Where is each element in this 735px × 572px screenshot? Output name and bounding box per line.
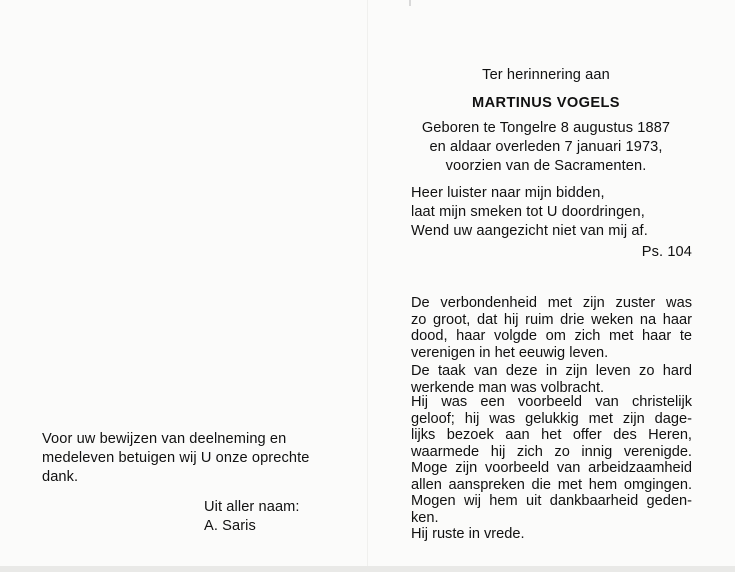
body-line: werkende man was volbracht.	[411, 379, 605, 396]
body-line: ken.	[411, 509, 439, 526]
psalm-reference: Ps. 104	[641, 244, 692, 260]
thanks-line-3: dank.	[42, 469, 79, 485]
body-line: Mogen wij hem uit dankbaarheid geden-	[411, 493, 692, 509]
body-line: Moge zijn voorbeeld van arbeidzaamheid	[411, 460, 692, 476]
signature-label: Uit aller naam:	[204, 499, 300, 515]
card-fold-line	[367, 0, 368, 572]
body-line: De verbondenheid met zijn zuster was	[411, 295, 692, 311]
body-line: Hij ruste in vrede.	[411, 526, 525, 542]
body-line: dood, haar volgde om zich met haar te	[411, 328, 692, 344]
prayer-line-3: Wend uw aangezicht niet van mij af.	[411, 223, 648, 239]
body-line: Hij was een voorbeeld van christelijk	[411, 394, 692, 410]
body-line: allen aanspreken die met hem omgingen.	[411, 476, 692, 493]
body-line: geloof; hij was gelukkig met zijn dage-	[411, 410, 692, 427]
birth-line: Geboren te Tongelre 8 augustus 1887	[421, 120, 671, 136]
prayer-line-2: laat mijn smeken tot U doordringen,	[411, 204, 645, 220]
intro-line: Ter herinnering aan	[482, 67, 610, 83]
print-mark	[409, 0, 411, 6]
sacraments-line: voorzien van de Sacramenten.	[445, 158, 647, 174]
body-line: waarmede hij zich zo innig verenigde.	[411, 443, 692, 460]
prayer-line-1: Heer luister naar mijn bidden,	[411, 185, 605, 201]
card-bottom-edge	[0, 566, 735, 572]
body-line: zo groot, dat hij ruim drie weken na haar	[411, 311, 692, 328]
thanks-line-2: medeleven betuigen wij U onze oprechte	[42, 450, 310, 466]
death-line: en aldaar overleden 7 januari 1973,	[429, 139, 663, 155]
thanks-line-1: Voor uw bewijzen van deelneming en	[42, 431, 287, 447]
body-line: lijks bezoek aan het offer des Heren,	[411, 427, 692, 443]
deceased-name: MARTINUS VOGELS	[472, 95, 620, 111]
signer-name: A. Saris	[204, 518, 256, 534]
body-line: verenigen in het eeuwig leven.	[411, 344, 609, 361]
body-line: De taak van deze in zijn leven zo hard	[411, 363, 692, 379]
